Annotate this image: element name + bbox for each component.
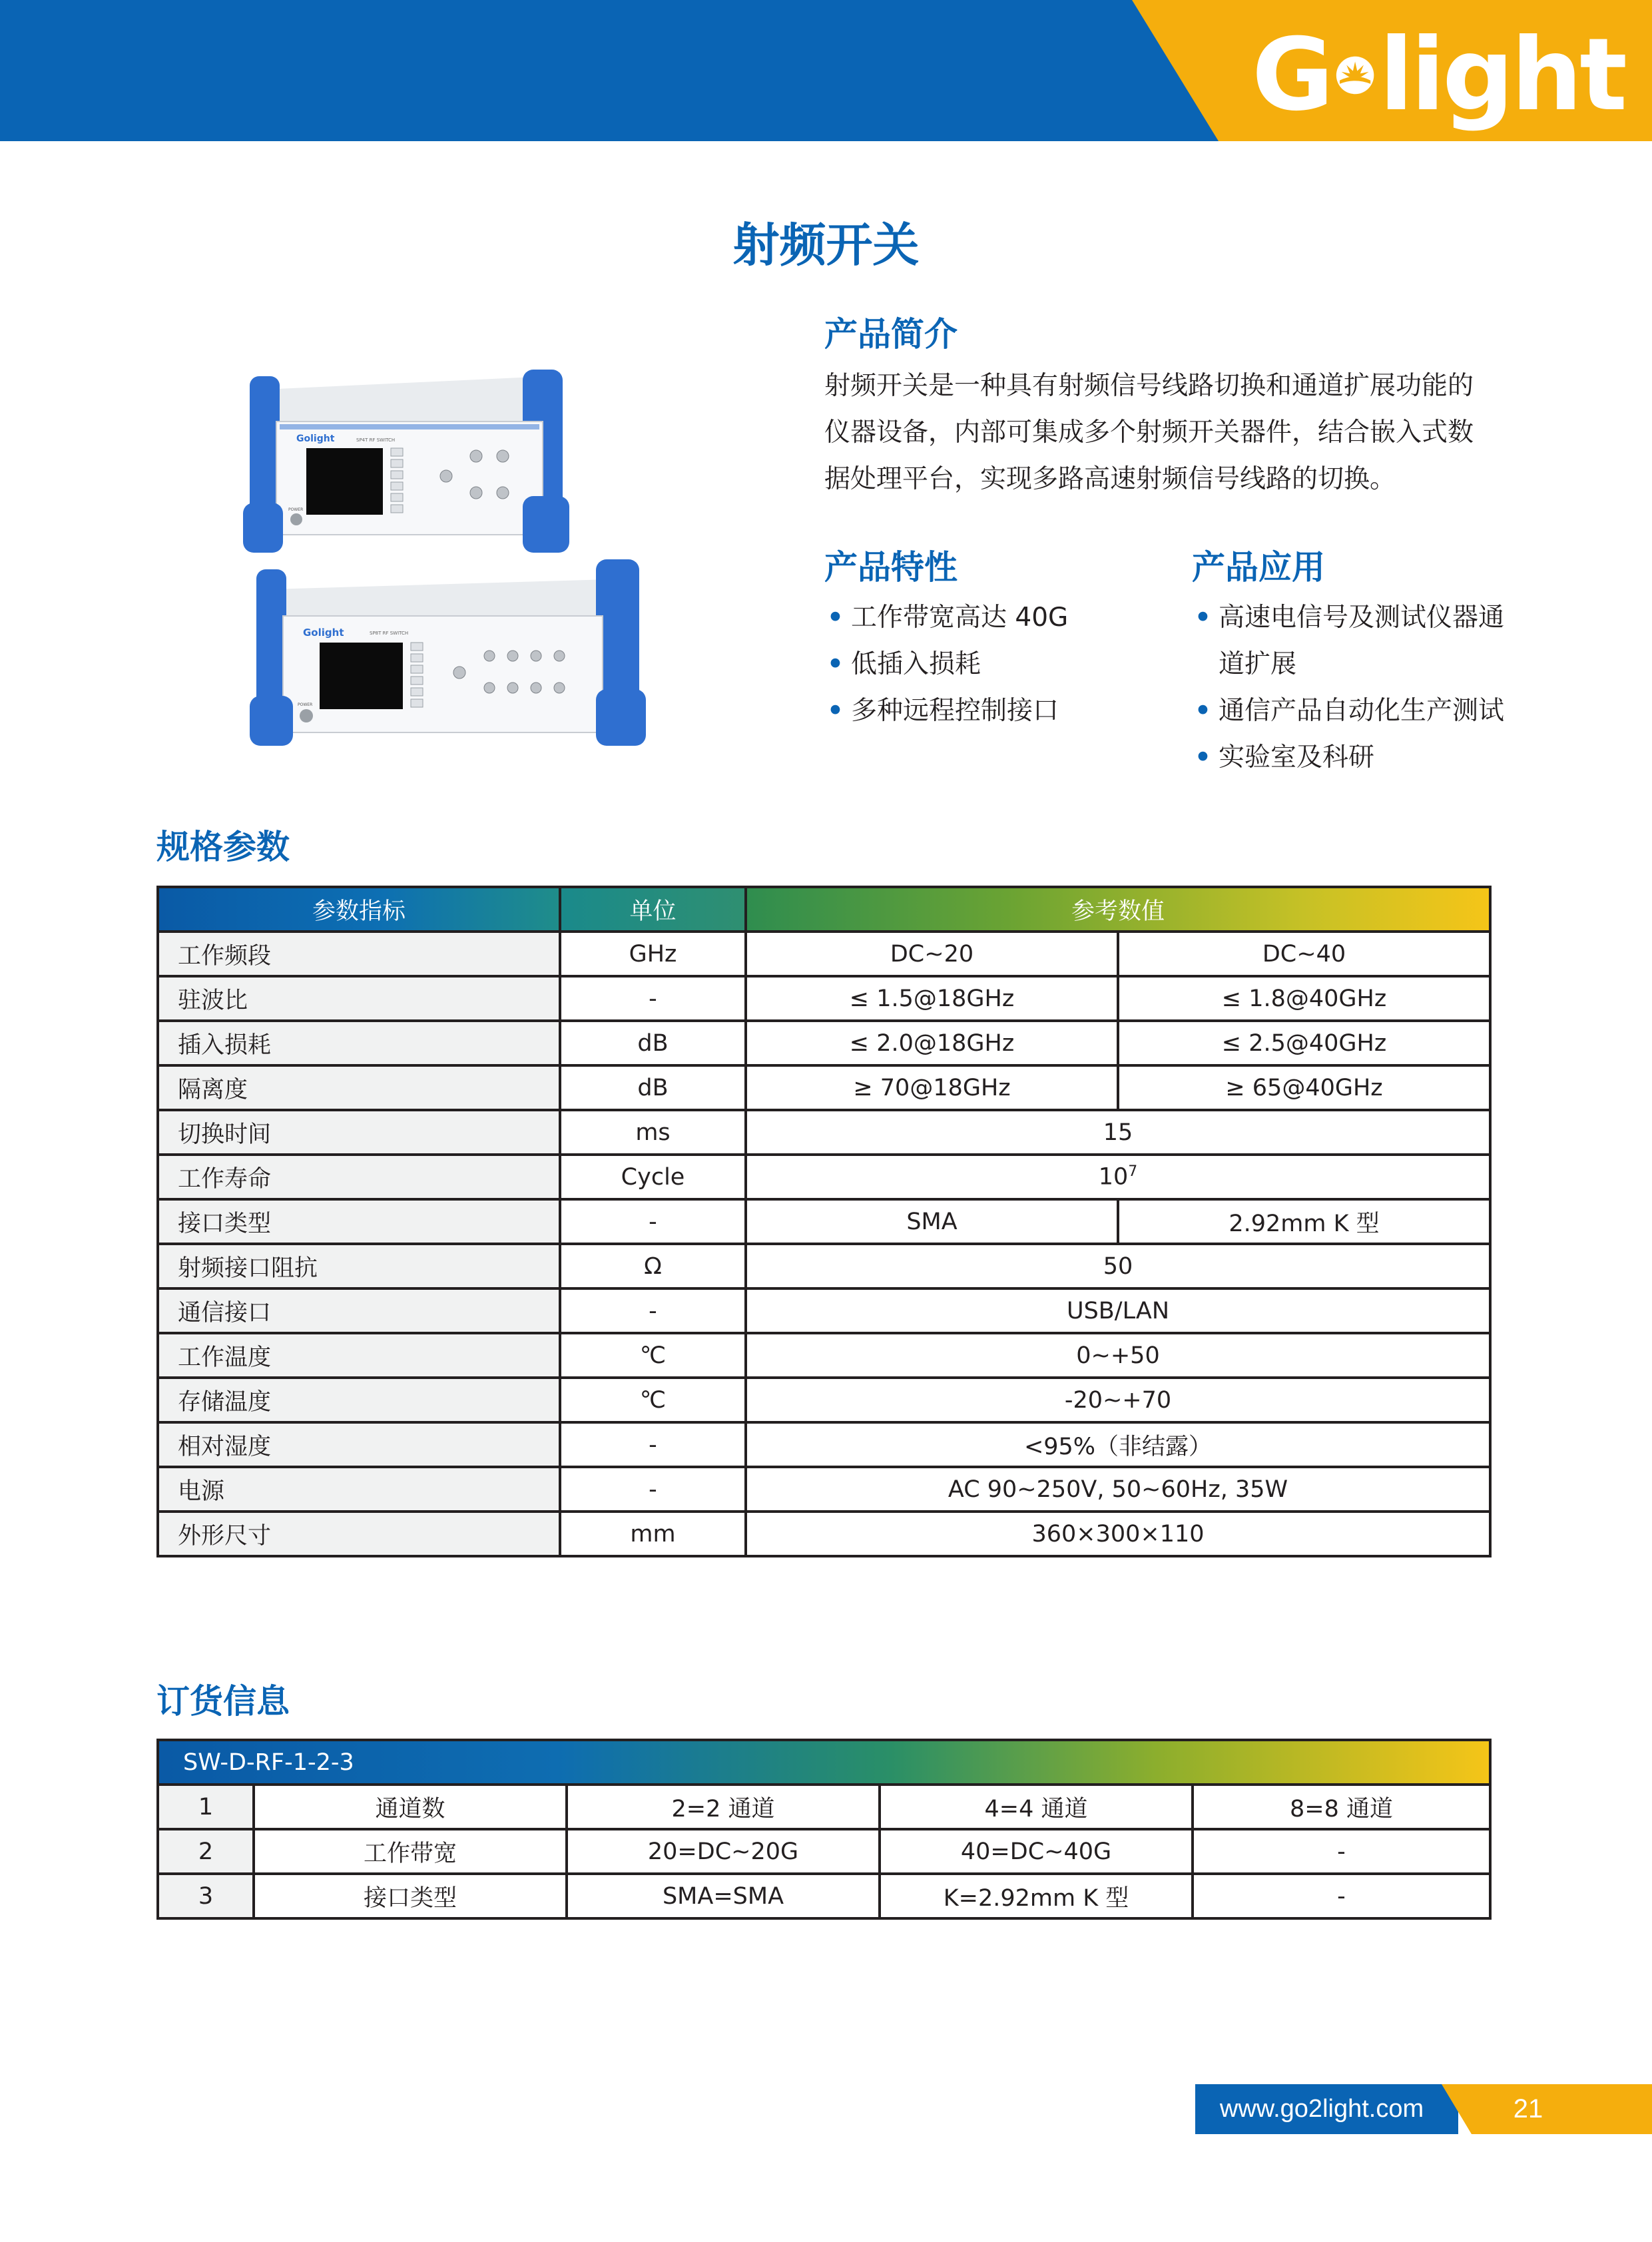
table-row xyxy=(158,1244,1490,1288)
col-header-ref: 参考数值 xyxy=(746,887,1490,932)
spec-param: 通信接口 xyxy=(158,1288,560,1333)
spec-unit: - xyxy=(560,1422,746,1467)
top-unit-model: SP4T RF SWITCH xyxy=(356,437,396,443)
intro-heading: 产品简介 xyxy=(824,315,958,354)
spec-value: AC 90~250V, 50~60Hz, 35W xyxy=(746,1467,1490,1512)
bottom-unit-power-label: POWER xyxy=(298,702,313,707)
spec-table xyxy=(156,886,1492,1557)
sun-icon xyxy=(1334,35,1376,115)
spec-unit: - xyxy=(560,1467,746,1512)
page-title: 射频开关 xyxy=(732,218,920,272)
golight-logo xyxy=(1252,19,1625,132)
spec-value: 0~+50 xyxy=(746,1333,1490,1378)
order-code: SW-D-RF-1-2-3 xyxy=(158,1740,1490,1785)
spec-param: 工作寿命 xyxy=(158,1155,560,1199)
order-index: 3 xyxy=(158,1874,254,1918)
spec-unit: - xyxy=(560,1288,746,1333)
feature-item: • 工作带宽高达 40G xyxy=(824,595,1171,641)
ordering-heading: 订货信息 xyxy=(156,1682,290,1721)
bottom-unit-brand: Golight xyxy=(303,627,344,639)
spec-value: ≥ 65@40GHz xyxy=(1118,1065,1490,1110)
ordering-table-header xyxy=(158,1740,1490,1785)
spec-param: 存储温度 xyxy=(158,1378,560,1422)
order-index: 2 xyxy=(158,1829,254,1874)
order-option: SMA=SMA xyxy=(567,1874,880,1918)
spec-param: 插入损耗 xyxy=(158,1021,560,1065)
website-link[interactable]: www.go2light.com xyxy=(1219,2095,1424,2123)
specs-heading: 规格参数 xyxy=(156,828,290,866)
table-row xyxy=(158,1021,1490,1065)
col-header-unit: 单位 xyxy=(560,887,746,932)
table-row xyxy=(158,932,1490,976)
spec-value: 360×300×110 xyxy=(746,1512,1490,1556)
order-option: 40=DC~40G xyxy=(880,1829,1193,1874)
feature-item: • 多种远程控制接口 xyxy=(824,688,1171,734)
order-field: 接口类型 xyxy=(254,1874,567,1918)
ordering-table xyxy=(156,1739,1492,1920)
order-option: - xyxy=(1193,1874,1490,1918)
spec-unit: GHz xyxy=(560,932,746,976)
spec-param: 外形尺寸 xyxy=(158,1512,560,1556)
table-row xyxy=(158,1333,1490,1378)
bullet-icon: • xyxy=(1195,696,1211,726)
spec-value: ≤ 2.5@40GHz xyxy=(1118,1021,1490,1065)
feature-item: • 低插入损耗 xyxy=(824,641,1171,688)
spec-unit: ℃ xyxy=(560,1378,746,1422)
spec-unit: ℃ xyxy=(560,1333,746,1378)
spec-table-header xyxy=(158,887,1490,932)
table-row xyxy=(158,1785,1490,1829)
logo-text-g: G xyxy=(1252,17,1332,133)
spec-value: ≤ 2.0@18GHz xyxy=(746,1021,1118,1065)
table-row xyxy=(158,1829,1490,1874)
spec-unit: mm xyxy=(560,1512,746,1556)
applications-list xyxy=(1192,595,1538,781)
spec-value: ≥ 70@18GHz xyxy=(746,1065,1118,1110)
spec-value: ≤ 1.8@40GHz xyxy=(1118,976,1490,1021)
order-index: 1 xyxy=(158,1785,254,1829)
bullet-icon: • xyxy=(827,603,844,633)
spec-unit: dB xyxy=(560,1065,746,1110)
features-heading: 产品特性 xyxy=(824,548,958,587)
spec-value: SMA xyxy=(746,1199,1118,1244)
features-list xyxy=(824,595,1171,734)
spec-value: DC~40 xyxy=(1118,932,1490,976)
spec-value: <95%（非结露） xyxy=(746,1422,1490,1467)
table-row xyxy=(158,1288,1490,1333)
spec-value xyxy=(746,1155,1490,1199)
bottom-unit-model: SP8T RF SWITCH xyxy=(370,631,409,636)
spec-param: 射频接口阻抗 xyxy=(158,1244,560,1288)
spec-value: ≤ 1.5@18GHz xyxy=(746,976,1118,1021)
order-option: 4=4 通道 xyxy=(880,1785,1193,1829)
table-row xyxy=(158,976,1490,1021)
table-row xyxy=(158,1467,1490,1512)
spec-param: 隔离度 xyxy=(158,1065,560,1110)
spec-param: 驻波比 xyxy=(158,976,560,1021)
spec-param: 工作温度 xyxy=(158,1333,560,1378)
spec-unit: - xyxy=(560,1199,746,1244)
intro-text: 射频开关是一种具有射频信号线路切换和通道扩展功能的仪器设备，内部可集成多个射频开关器件，结合嵌入式数据处理平台，实现多路高速射频信号线路的切换。 xyxy=(824,371,1474,494)
order-field: 通道数 xyxy=(254,1785,567,1829)
table-row xyxy=(158,1110,1490,1155)
spec-value: DC~20 xyxy=(746,932,1118,976)
table-row xyxy=(158,1378,1490,1422)
application-item: • 通信产品自动化生产测试 xyxy=(1192,688,1538,734)
table-row xyxy=(158,1512,1490,1556)
spec-value: -20~+70 xyxy=(746,1378,1490,1422)
spec-unit: dB xyxy=(560,1021,746,1065)
spec-unit: Ω xyxy=(560,1244,746,1288)
bullet-icon: • xyxy=(827,696,844,726)
order-option: 2=2 通道 xyxy=(567,1785,880,1829)
logo-text-light: light xyxy=(1379,17,1625,133)
bullet-icon: • xyxy=(1195,742,1211,772)
spec-unit: Cycle xyxy=(560,1155,746,1199)
application-item: • 高速电信号及测试仪器通道扩展 xyxy=(1192,595,1505,688)
spec-param: 接口类型 xyxy=(158,1199,560,1244)
top-unit-brand: Golight xyxy=(296,433,335,444)
table-row xyxy=(158,1874,1490,1918)
table-row xyxy=(158,1422,1490,1467)
spec-value: 15 xyxy=(746,1110,1490,1155)
order-option: K=2.92mm K 型 xyxy=(880,1874,1193,1918)
spec-value-base: 10 xyxy=(1098,1163,1129,1191)
spec-param: 相对湿度 xyxy=(158,1422,560,1467)
spec-value-exponent: 7 xyxy=(1128,1163,1138,1181)
applications-heading: 产品应用 xyxy=(1192,548,1325,587)
table-row xyxy=(158,1199,1490,1244)
spec-unit: - xyxy=(560,976,746,1021)
top-unit-power-label: POWER xyxy=(288,507,304,512)
product-photo xyxy=(236,370,666,746)
rf-switch-unit-top xyxy=(243,370,569,553)
col-header-param: 参数指标 xyxy=(158,887,560,932)
spec-param: 工作频段 xyxy=(158,932,560,976)
spec-value: 2.92mm K 型 xyxy=(1118,1199,1490,1244)
bullet-icon: • xyxy=(827,649,844,679)
spec-param: 电源 xyxy=(158,1467,560,1512)
table-row xyxy=(158,1155,1490,1199)
spec-value: 50 xyxy=(746,1244,1490,1288)
order-field: 工作带宽 xyxy=(254,1829,567,1874)
order-option: 8=8 通道 xyxy=(1193,1785,1490,1829)
bullet-icon: • xyxy=(1195,603,1211,633)
spec-value: USB/LAN xyxy=(746,1288,1490,1333)
order-option: 20=DC~20G xyxy=(567,1829,880,1874)
page-number: 21 xyxy=(1513,2094,1543,2123)
order-option: - xyxy=(1193,1829,1490,1874)
application-item: • 实验室及科研 xyxy=(1192,734,1538,781)
rf-switch-unit-bottom xyxy=(250,559,646,746)
header-band xyxy=(0,0,1219,141)
table-row xyxy=(158,1065,1490,1110)
spec-unit: ms xyxy=(560,1110,746,1155)
spec-param: 切换时间 xyxy=(158,1110,560,1155)
